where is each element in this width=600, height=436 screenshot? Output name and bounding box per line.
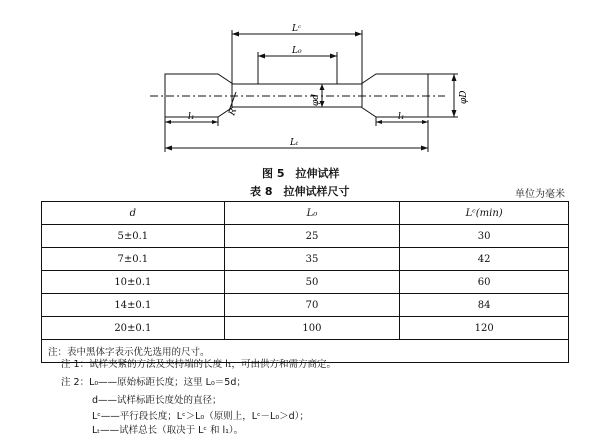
header-lc: Lᶜ(min) [400, 202, 569, 225]
table-row [42, 294, 569, 317]
label-r: R [227, 107, 240, 118]
cell-lc: 42 [400, 248, 569, 271]
note-2-lc: Lᶜ——平行段长度；Lᶜ＞L₀（原则上，Lᶜ－L₀＞d）； [92, 411, 309, 422]
label-l1-left: l₁ [188, 112, 195, 122]
label-lc: Lᶜ [292, 24, 302, 34]
note-2-lt: Lₜ——试样总长（取决于 Lᶜ 和 l₁）。 [92, 425, 244, 436]
label-lt: Lₜ [290, 138, 299, 148]
table-footnote: 注：表中黑体字表示优先选用的尺寸。 [42, 340, 569, 363]
cell-lc: 60 [400, 271, 569, 294]
cell-lc: 30 [400, 225, 569, 248]
note-2-d: d——试样标距长度处的直径； [92, 395, 222, 406]
header-l0: L₀ [224, 202, 400, 225]
cell-d: 5±0.1 [42, 225, 225, 248]
cell-lc: 120 [400, 317, 569, 340]
cell-d: 10±0.1 [42, 271, 225, 294]
cell-l0: 25 [224, 225, 400, 248]
header-d: d [42, 202, 225, 225]
table-row [42, 248, 569, 271]
cell-lc: 84 [400, 294, 569, 317]
tensile-specimen-figure [0, 0, 600, 160]
cell-l0: 70 [224, 294, 400, 317]
label-phi-d-inner: φd [311, 93, 321, 106]
note-1: 注 1：试样夹紧的方法及夹持端的长度 l₁，可由供方和需方商定。 [61, 359, 337, 370]
label-phi-d-outer: φD [459, 90, 469, 104]
cell-l0: 50 [224, 271, 400, 294]
cell-d: 20±0.1 [42, 317, 225, 340]
figure-caption: 图 5 拉伸试样 [262, 167, 340, 180]
table-unit: 单位为毫米 [515, 189, 565, 200]
cell-l0: 35 [224, 248, 400, 271]
cell-l0: 100 [224, 317, 400, 340]
table-header-row [42, 202, 569, 225]
specimen-dimension-table [41, 201, 569, 363]
cell-d: 14±0.1 [42, 294, 225, 317]
cell-d: 7±0.1 [42, 248, 225, 271]
label-l0: L₀ [292, 46, 302, 56]
table-row [42, 271, 569, 294]
table-caption: 表 8 拉伸试样尺寸 [250, 185, 350, 198]
label-l1-right: l₁ [398, 112, 405, 122]
table-row [42, 225, 569, 248]
table-row [42, 317, 569, 340]
note-2: 注 2：L₀——原始标距长度；这里 L₀＝5d； [61, 377, 246, 388]
